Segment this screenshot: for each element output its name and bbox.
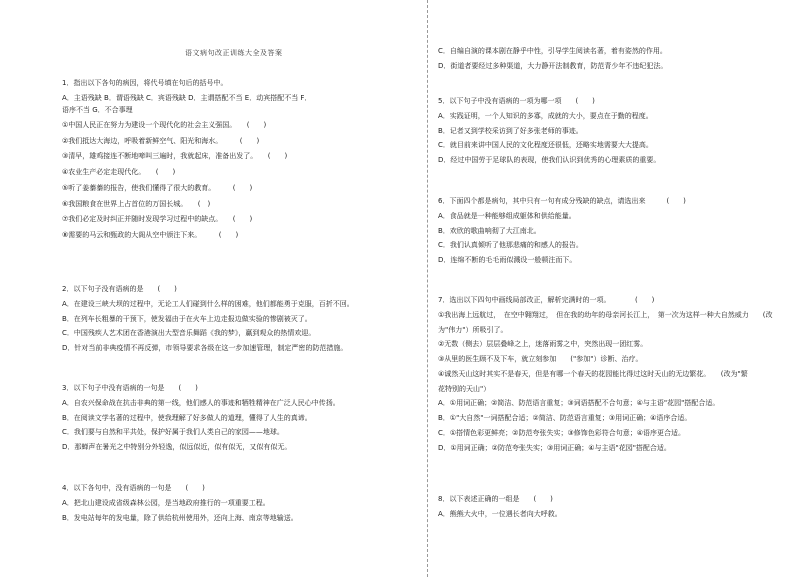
question-1-item: ⑥我国粮食在世界上占首位的万国长城。 ( ) xyxy=(62,199,211,208)
question-8-option-a: A．熊熊大火中，一位遇长者向大呼救。 xyxy=(438,509,562,518)
question-2 xyxy=(62,285,417,359)
question-2-option-a: A．在建设三峡大坝的过程中，无论工人们碰到什么样的困难，他们都能勇于克服，百折不回。 xyxy=(62,299,354,308)
question-7-sentence-1-cont: 为"伟力"）所吸引了。 xyxy=(438,325,508,334)
question-7-option-a: A．①用词正确；②简洁、防范语言重复；③词语搭配不合句意；④与主语"花园"搭配合适。 xyxy=(438,399,720,408)
center-fold-line xyxy=(427,0,428,577)
question-1-item: ④农业生产必定走现代化。 ( ) xyxy=(62,168,176,176)
question-7-option-d: D．①用词正确；②防范夸张失实；③用词正确；④与主语"花园"搭配合适。 xyxy=(438,443,671,452)
question-2-option-b: B．在列车长粗暴的干预下，使发福由于在火车上边走报边做实验的惨剧被灭了。 xyxy=(62,314,312,323)
question-3-option-b: B．在阅读文学名著的过程中，使我理解了好多做人的道理，懂得了人生的真谛。 xyxy=(62,413,312,422)
question-5-option-d: D．经过中国劳于足球队的表现，使我们认识到优秀的心理素质的重要。 xyxy=(438,156,661,164)
question-7-sentence-1: ①我出海上远航过， 在空中翱翔过， 但在我的幼年的母亲河长江上， 第一次为这样一种大自然威力 (改 xyxy=(438,310,773,319)
question-6-option-d: D．连绵不断的毛毛雨似溅设一般顿注而下。 xyxy=(438,256,577,264)
question-3-option-c: C．我们要与自然和平共处，保护好属于我们人类自己的家园——地球。 xyxy=(62,428,284,437)
question-7-option-b: B．①"大自然"一词搭配合适；②简洁、防范语言重复；③用词正确；④语序合适。 xyxy=(438,414,692,422)
question-5-option-a: A．实践证明，一个人知识的多寡，成就的大小，要点在于勤的程度。 xyxy=(438,111,653,120)
question-7-sentence-3: ③从里的医生顾不及下车，就立刻参加 ("参加"）诊断、治疗。 xyxy=(438,355,643,363)
question-3-heading: 3．以下句子中没有语病的一句是 ( ) xyxy=(62,384,198,392)
question-5-heading: 5．以下句子中没有语病的一项为哪一项 ( ) xyxy=(438,97,595,105)
question-6-option-c: C．我们认真倾听了他那悲痛的和感人的报告。 xyxy=(438,241,583,250)
question-7-sentence-4-cont: 花特别的天山"） xyxy=(438,384,491,393)
question-1 xyxy=(62,79,417,243)
question-4-option-b: B．发电站每年的发电量，除了供给杭州使用外，还向上海、南京等地输送。 xyxy=(62,513,298,522)
question-6-heading: 6．下面四个都是病句，其中只有一句有成分残缺的缺点，请选出来 ( ) xyxy=(438,197,686,205)
question-6-option-b: B．欢欣的歌曲响彻了大江南北。 xyxy=(438,226,541,235)
question-2-option-c: C．中国残疾人艺术团在香港演出大型音乐舞蹈《我的梦》，赢到观众的热情欢迎。 xyxy=(62,329,316,338)
question-7-heading: 7．选出以下四句中画线局部改正，解析完满时的一项。 ( ) xyxy=(438,296,655,304)
question-7-sentence-2: ②无数（侧去）层层叠峰之上，迷落雨雾之中，突然出现一团红雾。 xyxy=(438,340,648,349)
question-5-option-c: C．就目前来讲中国人民的文化程度还很低，还略实地需要大大提高。 xyxy=(438,141,653,150)
question-1-option-legend-1: A．主语残缺 B．谓语残缺 C．宾语残缺 D．主谓搭配不当 E．动宾搭配不当 F． xyxy=(62,93,312,102)
question-4 xyxy=(62,484,417,528)
question-1-heading: 1．指出以下各句的病因，将代号填在句后的括号中。 xyxy=(62,79,228,87)
question-3-option-a: A．自农兴保命战在抗击非典的第一线，他们感人的事迹和牺牲精神在广泛人民心中传扬。 xyxy=(62,398,340,407)
question-7-option-c: C．①搭情色彩更鲜亮；②防范夸张失实；③修饰色彩符合句意；④语序更合适。 xyxy=(438,428,685,437)
question-4-option-a: A．把北山建设成省级森林公园，是当地政府推行的一项重要工程。 xyxy=(62,498,270,507)
question-1-item: ③清早，雄鸡接连不断地啼叫三遍时，我就起床，准备出发了。 ( ) xyxy=(62,152,288,161)
question-1-item: ②我们抵达大海边，呼吸着新鲜空气、阳光和海水。 ( ) xyxy=(62,136,260,145)
question-1-option-legend-2: 语序不当 G．不合事理 xyxy=(62,106,133,114)
question-3-option-d: D．那蝉声在暑光之中特别分外轻逸，似远似近，似有似无，又似有似无。 xyxy=(62,443,292,451)
question-1-item: ①中国人民正在努力为建设一个现代化的社会主义强国。 ( ) xyxy=(62,120,267,129)
question-4-option-c: C．自编自演的课本剧在静乎中性，引导学生阅读名著，着有姿然的作用。 xyxy=(438,47,667,55)
question-5 xyxy=(438,97,783,171)
question-1-item: ⑧需要的马云和甄政的大阁从空中颁注下来。 ( ) xyxy=(62,231,239,239)
question-8 xyxy=(438,495,783,525)
document-title: 语文病句改正训练大全及答案 xyxy=(185,49,283,57)
question-1-item: ⑤听了姜蓁蓁的报告，使我们懂得了很大的教育。 ( ) xyxy=(62,183,253,192)
question-1-item: ⑦我们必定及时纠正并随时发现学习过程中的缺点。 ( ) xyxy=(62,215,253,224)
question-6-option-a: A．食品就是一种能够组成躯体和供给能量。 xyxy=(438,211,576,220)
question-6 xyxy=(438,197,783,271)
question-2-heading: 2．以下句子没有语病的是 ( ) xyxy=(62,285,177,293)
question-3 xyxy=(62,384,417,458)
question-5-option-b: B．记者又到学校采访到了好多张老师的事迹。 xyxy=(438,126,583,135)
question-4-continued xyxy=(438,47,783,77)
question-4-heading: 4．以下各句中，没有语病的一句是 ( ) xyxy=(62,484,205,492)
question-7 xyxy=(438,296,783,458)
question-2-option-d: D．针对当前非典疫情不再反弹，市领导要求各级在这一步加速管理，制定严密的防范措施。 xyxy=(62,344,348,352)
question-4-option-d: D．街道者要经过多种渠道，大力静开法制教育，防范青少年不违纪犯法。 xyxy=(438,61,668,70)
question-7-sentence-4: ④诚然天山这时其实不是春天，但是有哪一个春天的花园能比得过这时天山的无边繁花。 (改为"繁 xyxy=(438,369,748,378)
question-8-heading: 8．以下表述正确的一组是 ( ) xyxy=(438,495,553,503)
